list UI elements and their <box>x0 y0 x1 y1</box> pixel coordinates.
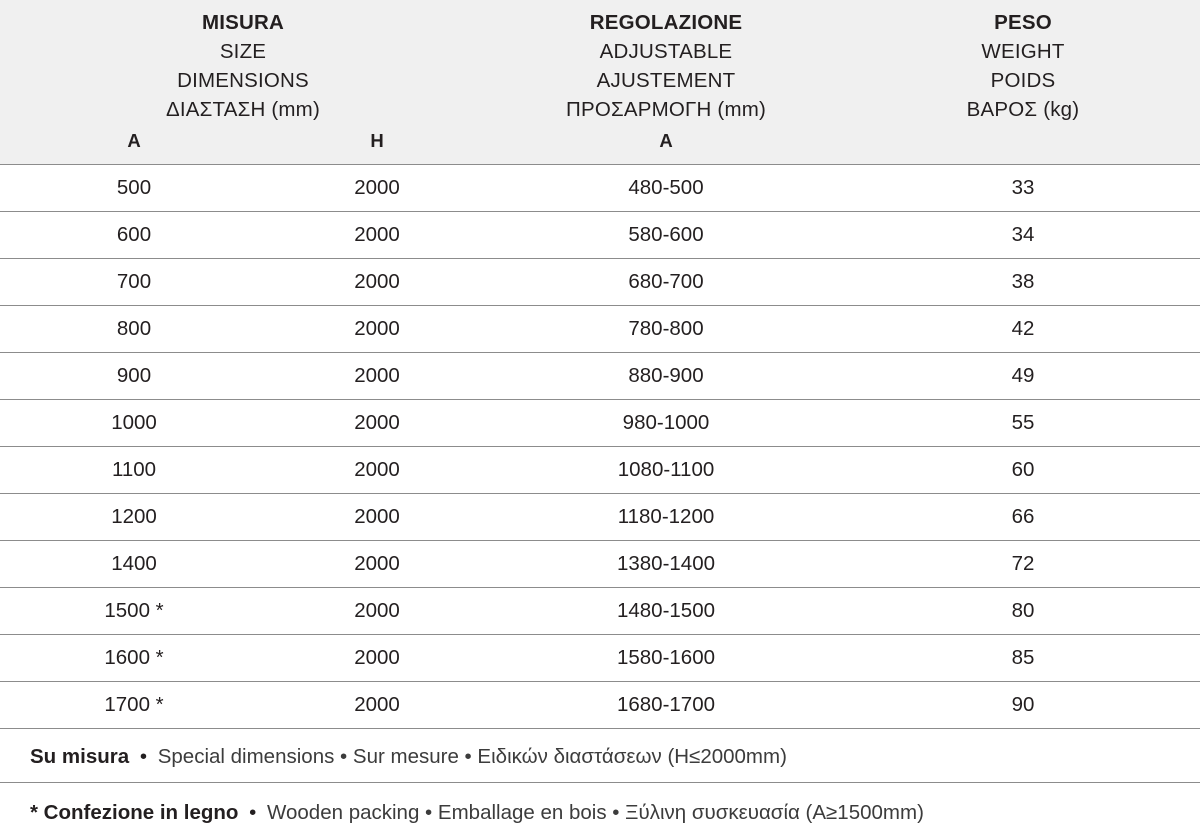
cell-size-a: 600 <box>0 212 268 259</box>
cell-weight: 85 <box>846 635 1200 682</box>
table-row <box>0 541 1200 588</box>
cell-size-h: 2000 <box>268 541 486 588</box>
cell-weight: 38 <box>846 259 1200 306</box>
subheader-size-a: A <box>0 128 268 165</box>
cell-weight: 80 <box>846 588 1200 635</box>
subheader-weight <box>846 128 1200 165</box>
table-row <box>0 588 1200 635</box>
table-row <box>0 682 1200 729</box>
subheader-size-h: H <box>268 128 486 165</box>
cell-size-h: 2000 <box>268 588 486 635</box>
header-size-group <box>0 0 486 128</box>
note-wooden-packing <box>0 783 1200 836</box>
cell-weight: 90 <box>846 682 1200 729</box>
table-row <box>0 400 1200 447</box>
cell-weight: 49 <box>846 353 1200 400</box>
header-size-line-4: ΔΙΑΣΤΑΣΗ (mm) <box>4 95 482 124</box>
cell-size-h: 2000 <box>268 447 486 494</box>
table-body <box>0 165 1200 836</box>
cell-size-a: 1200 <box>0 494 268 541</box>
cell-size-a: 800 <box>0 306 268 353</box>
cell-size-h: 2000 <box>268 165 486 212</box>
cell-size-a: 700 <box>0 259 268 306</box>
cell-size-a: 1600 * <box>0 635 268 682</box>
cell-size-a: 1700 * <box>0 682 268 729</box>
cell-size-a: 500 <box>0 165 268 212</box>
table-row <box>0 494 1200 541</box>
header-size-line-2: SIZE <box>4 37 482 66</box>
header-size-line-3: DIMENSIONS <box>4 66 482 95</box>
cell-size-a: 1100 <box>0 447 268 494</box>
table-header <box>0 0 1200 165</box>
cell-adjustable: 1380-1400 <box>486 541 846 588</box>
header-adjustable-line-1: REGOLAZIONE <box>490 8 842 37</box>
note-custom-text: Special dimensions • Sur mesure • Ειδικών διαστάσεων (H≤2000mm) <box>158 745 787 768</box>
cell-size-h: 2000 <box>268 494 486 541</box>
note-bullet-icon: • <box>244 801 261 824</box>
table-row <box>0 306 1200 353</box>
cell-adjustable: 880-900 <box>486 353 846 400</box>
cell-size-h: 2000 <box>268 353 486 400</box>
cell-adjustable: 1480-1500 <box>486 588 846 635</box>
note-packing-label: * Confezione in legno <box>30 801 238 824</box>
note-custom-dimensions <box>0 729 1200 783</box>
cell-size-h: 2000 <box>268 400 486 447</box>
cell-size-a: 1400 <box>0 541 268 588</box>
header-adjustable-line-4: ΠΡΟΣΑΡΜΟΓΗ (mm) <box>490 95 842 124</box>
header-adjustable-line-2: ADJUSTABLE <box>490 37 842 66</box>
cell-adjustable: 580-600 <box>486 212 846 259</box>
note-custom-label: Su misura <box>30 745 129 768</box>
header-weight-group <box>846 0 1200 128</box>
cell-size-h: 2000 <box>268 682 486 729</box>
cell-size-a: 1000 <box>0 400 268 447</box>
cell-adjustable: 1580-1600 <box>486 635 846 682</box>
table-row <box>0 353 1200 400</box>
note-bullet-icon: • <box>135 745 152 768</box>
header-weight-line-4: ΒΑΡΟΣ (kg) <box>850 95 1196 124</box>
header-weight-line-2: WEIGHT <box>850 37 1196 66</box>
cell-size-h: 2000 <box>268 635 486 682</box>
header-weight-line-3: POIDS <box>850 66 1196 95</box>
cell-adjustable: 480-500 <box>486 165 846 212</box>
cell-adjustable: 1680-1700 <box>486 682 846 729</box>
header-adjustable-group <box>486 0 846 128</box>
cell-weight: 55 <box>846 400 1200 447</box>
cell-adjustable: 1080-1100 <box>486 447 846 494</box>
cell-size-h: 2000 <box>268 306 486 353</box>
cell-weight: 60 <box>846 447 1200 494</box>
cell-adjustable: 780-800 <box>486 306 846 353</box>
cell-size-h: 2000 <box>268 212 486 259</box>
cell-weight: 42 <box>846 306 1200 353</box>
table-row <box>0 447 1200 494</box>
cell-weight: 33 <box>846 165 1200 212</box>
cell-size-a: 900 <box>0 353 268 400</box>
header-subcolumns-row <box>0 128 1200 165</box>
cell-weight: 72 <box>846 541 1200 588</box>
table-row <box>0 212 1200 259</box>
table-row <box>0 259 1200 306</box>
header-adjustable-line-3: AJUSTEMENT <box>490 66 842 95</box>
cell-adjustable: 680-700 <box>486 259 846 306</box>
note-packing-text: Wooden packing • Emballage en bois • Ξύλινη συσκευασία (A≥1500mm) <box>267 801 924 824</box>
cell-size-h: 2000 <box>268 259 486 306</box>
cell-adjustable: 980-1000 <box>486 400 846 447</box>
cell-weight: 34 <box>846 212 1200 259</box>
header-size-line-1: MISURA <box>4 8 482 37</box>
subheader-adjustable-a: A <box>486 128 846 165</box>
cell-weight: 66 <box>846 494 1200 541</box>
header-weight-line-1: PESO <box>850 8 1196 37</box>
cell-adjustable: 1180-1200 <box>486 494 846 541</box>
table-row <box>0 635 1200 682</box>
table-row <box>0 165 1200 212</box>
header-titles-row <box>0 0 1200 128</box>
cell-size-a: 1500 * <box>0 588 268 635</box>
